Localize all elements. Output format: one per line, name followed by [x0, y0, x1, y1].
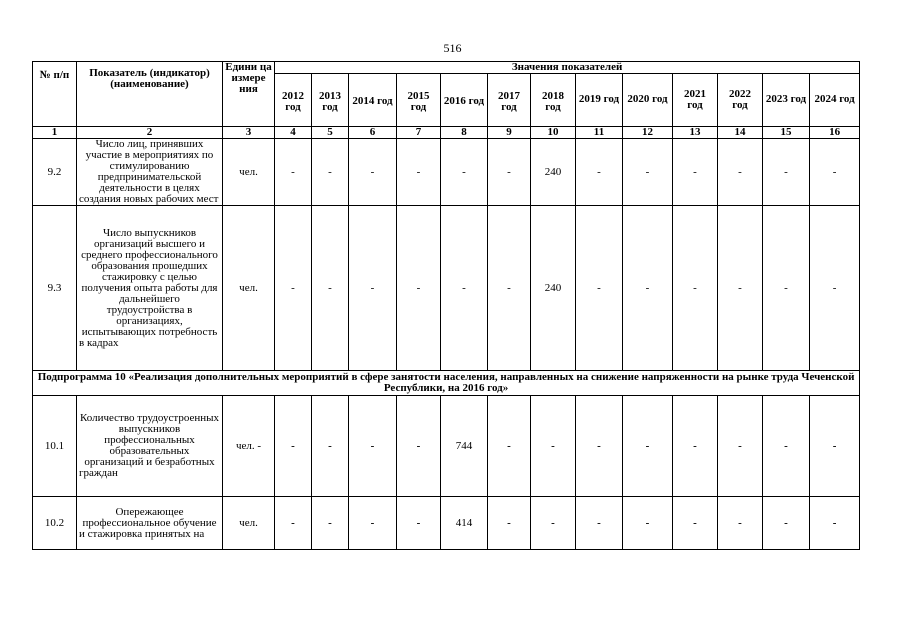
table-row [33, 396, 860, 497]
column-number: 11 [576, 127, 623, 139]
subprogram-row [33, 371, 860, 396]
value-cell: - [718, 396, 763, 497]
indicator-name: Число лиц, принявших участие в мероприятиях по стимулированию предпринимательской деятельности в целях создания новых рабочих мест [77, 139, 223, 206]
column-number: 8 [441, 127, 488, 139]
header-year: 2015 год [397, 73, 441, 126]
value-cell: - [488, 206, 531, 371]
value-cell: - [531, 396, 576, 497]
value-cell: - [810, 396, 860, 497]
value-cell: 744 [441, 396, 488, 497]
row-number: 10.1 [33, 396, 77, 497]
value-cell: - [275, 139, 312, 206]
header-year: 2022 год [718, 73, 763, 126]
column-number: 15 [763, 127, 810, 139]
value-cell: - [349, 396, 397, 497]
header-num: № п/п [33, 62, 77, 127]
value-cell: - [673, 396, 718, 497]
value-cell: - [576, 206, 623, 371]
header-year: 2023 год [763, 73, 810, 126]
row-number: 10.2 [33, 497, 77, 550]
value-cell: - [763, 396, 810, 497]
value-cell: - [623, 396, 673, 497]
value-cell: - [763, 139, 810, 206]
column-number: 1 [33, 127, 77, 139]
unit-cell: чел. [223, 497, 275, 550]
row-number: 9.2 [33, 139, 77, 206]
value-cell: - [763, 206, 810, 371]
value-cell: - [312, 497, 349, 550]
unit-cell: чел. [223, 206, 275, 371]
indicators-table [32, 61, 860, 550]
value-cell: - [349, 139, 397, 206]
header-year: 2024 год [810, 73, 860, 126]
subprogram-title: Подпрограмма 10 «Реализация дополнительных мероприятий в сфере занятости населения, направленных на снижение напряженности на рынке труда Чеченской Республики, на 2016 год» [33, 371, 860, 396]
page-number: 516 [443, 41, 462, 55]
value-cell: - [623, 497, 673, 550]
column-number-row [33, 127, 860, 139]
indicator-name: Опережающее профессиональное обучение и стажировка принятых на [77, 497, 223, 550]
header-values-group: Значения показателей [275, 62, 860, 74]
value-cell: - [488, 497, 531, 550]
header-year: 2016 год [441, 73, 488, 126]
header-year: 2014 год [349, 73, 397, 126]
value-cell: - [810, 206, 860, 371]
column-number: 14 [718, 127, 763, 139]
header-year: 2020 год [623, 73, 673, 126]
column-number: 13 [673, 127, 718, 139]
column-number: 10 [531, 127, 576, 139]
column-number: 12 [623, 127, 673, 139]
value-cell: - [275, 497, 312, 550]
indicator-name: Количество трудоустроенных выпускников профессиональных образовательных организаций и безработных граждан [77, 396, 223, 497]
value-cell: - [576, 139, 623, 206]
value-cell: - [576, 396, 623, 497]
value-cell: - [673, 206, 718, 371]
value-cell: - [312, 206, 349, 371]
value-cell: - [718, 497, 763, 550]
value-cell: - [488, 396, 531, 497]
value-cell: 414 [441, 497, 488, 550]
column-number: 16 [810, 127, 860, 139]
header-row-top [33, 62, 860, 74]
value-cell: - [397, 396, 441, 497]
value-cell: - [397, 497, 441, 550]
value-cell: 240 [531, 139, 576, 206]
value-cell: - [810, 139, 860, 206]
column-number: 4 [275, 127, 312, 139]
value-cell: - [718, 206, 763, 371]
column-number: 6 [349, 127, 397, 139]
value-cell: - [312, 396, 349, 497]
table-row [33, 206, 860, 371]
value-cell: - [576, 497, 623, 550]
header-year: 2021 год [673, 73, 718, 126]
header-unit: Едини ца измере ния [223, 62, 275, 127]
row-number: 9.3 [33, 206, 77, 371]
value-cell: - [673, 497, 718, 550]
value-cell: - [718, 139, 763, 206]
header-year: 2019 год [576, 73, 623, 126]
value-cell: - [810, 497, 860, 550]
value-cell: - [488, 139, 531, 206]
indicator-name: Число выпускников организаций высшего и среднего профессионального образования прошедших стажировку с целью получения опыта работы для дальнейшего трудоустройства в организациях, испытывающих потребность в кадрах [77, 206, 223, 371]
value-cell: - [275, 396, 312, 497]
value-cell: - [275, 206, 312, 371]
column-number: 5 [312, 127, 349, 139]
value-cell: - [441, 139, 488, 206]
column-number: 9 [488, 127, 531, 139]
header-indicator: Показатель (индикатор) (наименование) [77, 62, 223, 127]
table-row [33, 497, 860, 550]
value-cell: - [623, 139, 673, 206]
header-year: 2017 год [488, 73, 531, 126]
column-number: 7 [397, 127, 441, 139]
header-year: 2018 год [531, 73, 576, 126]
value-cell: - [623, 206, 673, 371]
value-cell: - [312, 139, 349, 206]
column-number: 2 [77, 127, 223, 139]
header-year: 2013 год [312, 73, 349, 126]
table-row [33, 139, 860, 206]
unit-cell: чел. - [223, 396, 275, 497]
column-number: 3 [223, 127, 275, 139]
value-cell: - [763, 497, 810, 550]
value-cell: - [441, 206, 488, 371]
value-cell: - [349, 206, 397, 371]
value-cell: - [349, 497, 397, 550]
value-cell: 240 [531, 206, 576, 371]
header-year: 2012 год [275, 73, 312, 126]
value-cell: - [673, 139, 718, 206]
value-cell: - [531, 497, 576, 550]
value-cell: - [397, 206, 441, 371]
value-cell: - [397, 139, 441, 206]
unit-cell: чел. [223, 139, 275, 206]
